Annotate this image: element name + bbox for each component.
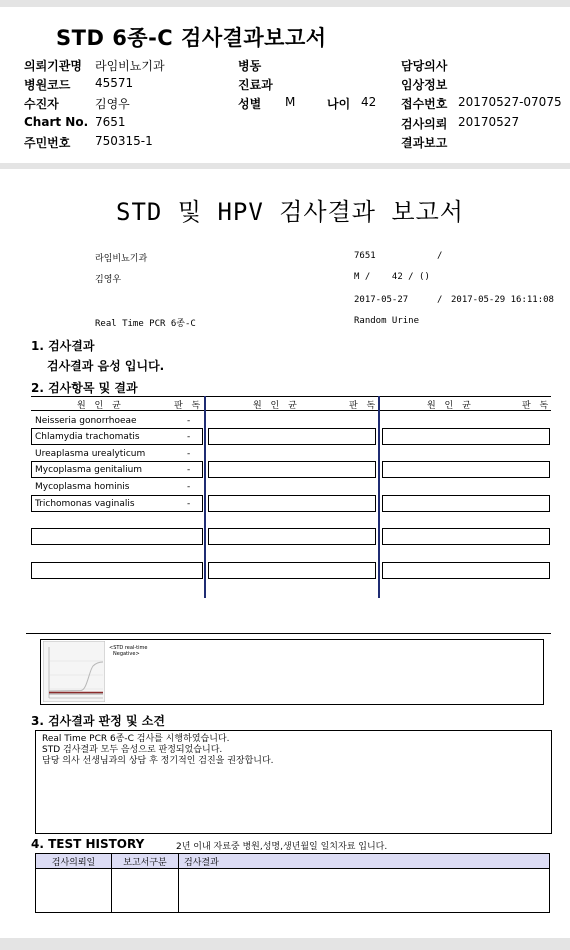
organism-result: - (187, 432, 191, 442)
label-ward: 병동 (238, 59, 262, 73)
opinion-line: Real Time PCR 6종-C 검사를 시행하였습니다. (42, 734, 230, 744)
empty-row-box (382, 461, 550, 478)
col-result-header-3: 판 독 (522, 401, 552, 411)
organism-result: - (187, 416, 191, 426)
label-chart-no: Chart No. (24, 115, 89, 129)
amplification-graph-svg (43, 641, 105, 702)
value-request-date: 20170527 (458, 115, 520, 129)
empty-row-box (31, 562, 203, 579)
label-examinee: 수진자 (24, 97, 59, 111)
section3-heading: 3. 검사결과 판정 및 소견 (31, 714, 165, 728)
report-specimen: Random Urine (354, 316, 420, 326)
organism-name: Mycoplasma genitalium (35, 465, 143, 475)
grid-divider-2 (378, 396, 380, 598)
empty-row-box (208, 461, 376, 478)
section4-heading: 4. TEST HISTORY (31, 837, 145, 851)
value-chart-no: 7651 (95, 115, 126, 129)
col-organism-header-3: 원 인 균 (427, 401, 474, 411)
value-sex: M (285, 95, 296, 109)
report-date-separator: / (437, 295, 443, 305)
graph-caption (109, 645, 147, 657)
report-title: STD 및 HPV 검사결과 보고서 (116, 198, 464, 226)
organism-name: Ureaplasma urealyticum (35, 449, 146, 459)
empty-row-box (208, 428, 376, 445)
col-organism-header: 원 인 균 (77, 401, 124, 411)
graph-caption-line2: Negative> (113, 651, 140, 657)
graph-caption-line1: <STD real-time (109, 645, 148, 651)
value-accession-no: 20170527-07075 (458, 95, 562, 109)
report-chart-separator: / (437, 251, 443, 261)
report-clinic: 라임비뇨기과 (95, 254, 148, 264)
value-institution: 라임비뇨기과 (95, 59, 165, 73)
report-sex-age: M / 42 / () (354, 272, 430, 282)
col-result-header: 판 독 (174, 401, 204, 411)
history-empty-row (36, 869, 550, 913)
separator-band (0, 163, 570, 169)
history-cell (112, 869, 179, 913)
history-col-date: 검사의뢰일 (36, 854, 112, 869)
value-age: 42 (361, 95, 377, 109)
empty-row-box (382, 562, 550, 579)
empty-row-box (31, 528, 203, 545)
organism-result: - (187, 499, 191, 509)
bottom-band (0, 938, 570, 950)
value-examinee: 김영우 (95, 97, 130, 111)
value-hospital-code: 45571 (95, 76, 134, 90)
col-organism-header-2: 원 인 균 (253, 401, 300, 411)
label-institution: 의뢰기관명 (24, 59, 82, 73)
empty-row-box (382, 428, 550, 445)
col-result-header-2: 판 독 (349, 401, 379, 411)
empty-row-box (382, 528, 550, 545)
grid-divider-1 (204, 396, 206, 598)
empty-row-box (382, 495, 550, 512)
section2-heading: 2. 검사항목 및 결과 (31, 381, 138, 395)
organism-name: Mycoplasma hominis (35, 482, 130, 492)
label-accession-no: 접수번호 (401, 97, 448, 111)
history-note: 2년 이내 자료중 병원,성명,생년월일 일치자료 입니다. (176, 842, 388, 852)
amplification-graph (43, 641, 105, 702)
empty-row-box (208, 495, 376, 512)
report-patient: 김영우 (95, 275, 122, 285)
section1-result-text: 검사결과 음성 입니다. (47, 359, 165, 373)
opinion-text (42, 734, 274, 767)
opinion-line: STD 검사결과 모두 음성으로 판정되었습니다. (42, 745, 223, 755)
history-table (35, 853, 550, 913)
history-header-row (36, 854, 550, 869)
top-band (0, 0, 570, 7)
section-divider (26, 633, 551, 634)
history-cell (179, 869, 550, 913)
label-sex: 성별 (238, 97, 262, 111)
section1-heading: 1. 검사결과 (31, 339, 95, 353)
label-department: 진료과 (238, 78, 273, 92)
history-cell (36, 869, 112, 913)
organism-result: - (187, 449, 191, 459)
report-chart-no: 7651 (354, 251, 376, 261)
organism-name: Neisseria gonorrhoeae (35, 416, 137, 426)
opinion-line: 담당 의사 선생님과의 상담 후 정기적인 검진을 권장합니다. (42, 756, 274, 766)
organism-result: - (187, 465, 191, 475)
empty-row-box (208, 528, 376, 545)
page-title: STD 6종-C 검사결과보고서 (56, 26, 327, 50)
organism-result: - (187, 482, 191, 492)
label-doctor: 담당의사 (401, 59, 448, 73)
label-request-date: 검사의뢰 (401, 117, 448, 131)
empty-row-box (208, 562, 376, 579)
organism-name: Trichomonas vaginalis (35, 499, 135, 509)
value-resident-no: 750315-1 (95, 134, 153, 148)
label-report: 결과보고 (401, 136, 448, 150)
label-age: 나이 (327, 97, 351, 111)
report-request-date: 2017-05-27 (354, 295, 409, 305)
history-col-type: 보고서구분 (112, 854, 179, 869)
report-datetime: 2017-05-29 16:11:08 (451, 295, 554, 305)
label-clinical-info: 임상정보 (401, 78, 448, 92)
label-resident-no: 주민번호 (24, 136, 71, 150)
organism-name: Chlamydia trachomatis (35, 432, 140, 442)
label-hospital-code: 병원코드 (24, 78, 71, 92)
report-method: Real Time PCR 6종-C (95, 319, 196, 329)
history-col-result: 검사결과 (179, 854, 550, 869)
grid-top-line (31, 396, 551, 397)
